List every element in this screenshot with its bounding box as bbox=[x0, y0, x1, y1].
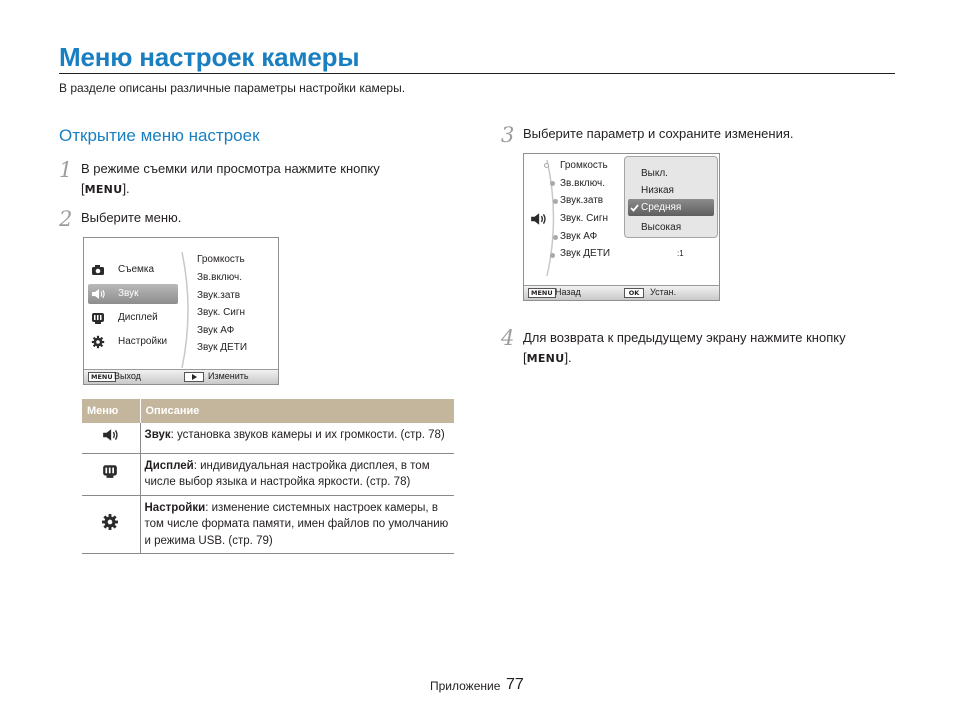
category-label: Звук bbox=[118, 288, 139, 299]
category-label: Съемка bbox=[118, 264, 155, 275]
menu-divider-arc bbox=[180, 250, 196, 370]
step-1-text bbox=[81, 159, 431, 200]
gear-icon bbox=[101, 513, 119, 531]
menu-item[interactable]: Звук АФ bbox=[560, 231, 598, 242]
table-description: : изменение системных настроек камеры, в том числе формата памяти, имен файлов по умолчанию и режима USB. (стр. 79) bbox=[144, 501, 449, 547]
table-term: Звук bbox=[144, 429, 171, 441]
menu-item[interactable]: Звук. Сигн bbox=[560, 213, 609, 224]
category-settings[interactable] bbox=[88, 332, 178, 352]
menu-item[interactable]: Зв.включ. bbox=[197, 272, 243, 283]
step-2-text: Выберите меню. bbox=[81, 210, 182, 225]
change-label: Изменить bbox=[208, 371, 249, 381]
menu-dot bbox=[553, 199, 558, 204]
table-term: Настройки bbox=[144, 501, 206, 514]
menu-item[interactable]: Звук. Сигн bbox=[197, 307, 246, 318]
step-4-bracket-open: [ bbox=[523, 350, 527, 365]
checkmark-icon bbox=[630, 204, 639, 212]
speaker-icon bbox=[101, 427, 119, 443]
gear-icon bbox=[91, 335, 105, 349]
display-icon bbox=[91, 311, 105, 325]
menu-item[interactable]: Звук ДЕТИ bbox=[197, 342, 248, 353]
screen-bottom-bar bbox=[84, 369, 278, 384]
option-medium[interactable]: Средняя bbox=[641, 202, 682, 213]
menu-item[interactable]: Громкость bbox=[197, 254, 245, 265]
table-header-description: Описание bbox=[140, 399, 454, 423]
table-row bbox=[82, 423, 454, 453]
menu-button-key[interactable]: MENU bbox=[88, 372, 116, 382]
table-header-menu: Меню bbox=[82, 399, 140, 423]
step-3-text: Выберите параметр и сохраните изменения. bbox=[523, 126, 794, 141]
category-sound[interactable] bbox=[88, 284, 178, 304]
screen-bottom-bar bbox=[524, 285, 719, 300]
menu-dot bbox=[553, 235, 558, 240]
step-1-instruction: В режиме съемки или просмотра нажмите кнопку bbox=[81, 161, 380, 176]
step-1-number: 1 bbox=[59, 158, 73, 182]
footer-section-label: Приложение bbox=[430, 679, 501, 693]
exit-label: Выход bbox=[114, 371, 141, 381]
table-row bbox=[82, 453, 454, 495]
step-4-number: 4 bbox=[501, 326, 515, 350]
menu-item[interactable]: Зв.включ. bbox=[560, 178, 606, 189]
step-3-number: 3 bbox=[501, 123, 515, 147]
display-icon bbox=[101, 463, 119, 479]
category-label: Дисплей bbox=[118, 312, 158, 323]
camera-menu-screen bbox=[83, 237, 279, 385]
menu-dot bbox=[550, 253, 555, 258]
menu-button-key[interactable]: MENU bbox=[528, 288, 556, 298]
step-1-bracket-open: [ bbox=[81, 181, 85, 196]
speaker-icon bbox=[91, 287, 105, 301]
step-4-bracket-close: ]. bbox=[564, 350, 572, 365]
section-title: Открытие меню настроек bbox=[59, 126, 260, 145]
back-label: Назад bbox=[555, 287, 581, 297]
menu-dot bbox=[544, 163, 549, 168]
ok-button-key[interactable]: OK bbox=[624, 288, 644, 298]
right-arrow-icon[interactable] bbox=[184, 372, 204, 382]
table-term: Дисплей bbox=[144, 459, 194, 472]
table-description: : индивидуальная настройка дисплея, в том числе выбор языка и настройка яркости. (стр. 78) bbox=[144, 459, 430, 488]
category-shooting[interactable] bbox=[88, 260, 178, 280]
menu-item[interactable]: Звук ДЕТИ bbox=[560, 248, 611, 259]
option-high[interactable]: Высокая bbox=[641, 222, 682, 233]
menu-key-label: MENU bbox=[526, 352, 565, 365]
speaker-icon bbox=[529, 211, 547, 227]
menu-item[interactable]: Звук.затв bbox=[560, 195, 604, 206]
value-hint: :1 bbox=[677, 249, 684, 258]
category-display[interactable] bbox=[88, 308, 178, 328]
step-4-text bbox=[523, 328, 893, 369]
menu-item[interactable]: Звук.затв bbox=[197, 290, 241, 301]
sound-volume-screen bbox=[523, 153, 720, 301]
menu-description-table bbox=[82, 399, 454, 554]
option-low[interactable]: Низкая bbox=[641, 185, 674, 196]
menu-dot bbox=[550, 181, 555, 186]
step-2-number: 2 bbox=[59, 207, 73, 231]
title-divider bbox=[59, 73, 895, 74]
page-number: 77 bbox=[506, 676, 524, 693]
table-description: : установка звуков камеры и их громкости. (стр. 78) bbox=[170, 429, 445, 441]
camera-icon bbox=[91, 263, 105, 277]
option-off[interactable]: Выкл. bbox=[641, 168, 668, 179]
step-4-instruction: Для возврата к предыдущему экрану нажмите кнопку bbox=[523, 330, 846, 345]
category-label: Настройки bbox=[118, 336, 168, 347]
menu-item[interactable]: Звук АФ bbox=[197, 325, 235, 336]
set-label: Устан. bbox=[650, 287, 677, 297]
table-row bbox=[82, 495, 454, 554]
menu-key-label: MENU bbox=[84, 183, 123, 196]
menu-item[interactable]: Громкость bbox=[560, 160, 608, 171]
step-1-bracket-close: ]. bbox=[122, 181, 130, 196]
intro-text: В разделе описаны различные параметры настройки камеры. bbox=[59, 81, 406, 95]
page-title: Меню настроек камеры bbox=[59, 42, 360, 72]
volume-options-popup bbox=[624, 156, 718, 238]
